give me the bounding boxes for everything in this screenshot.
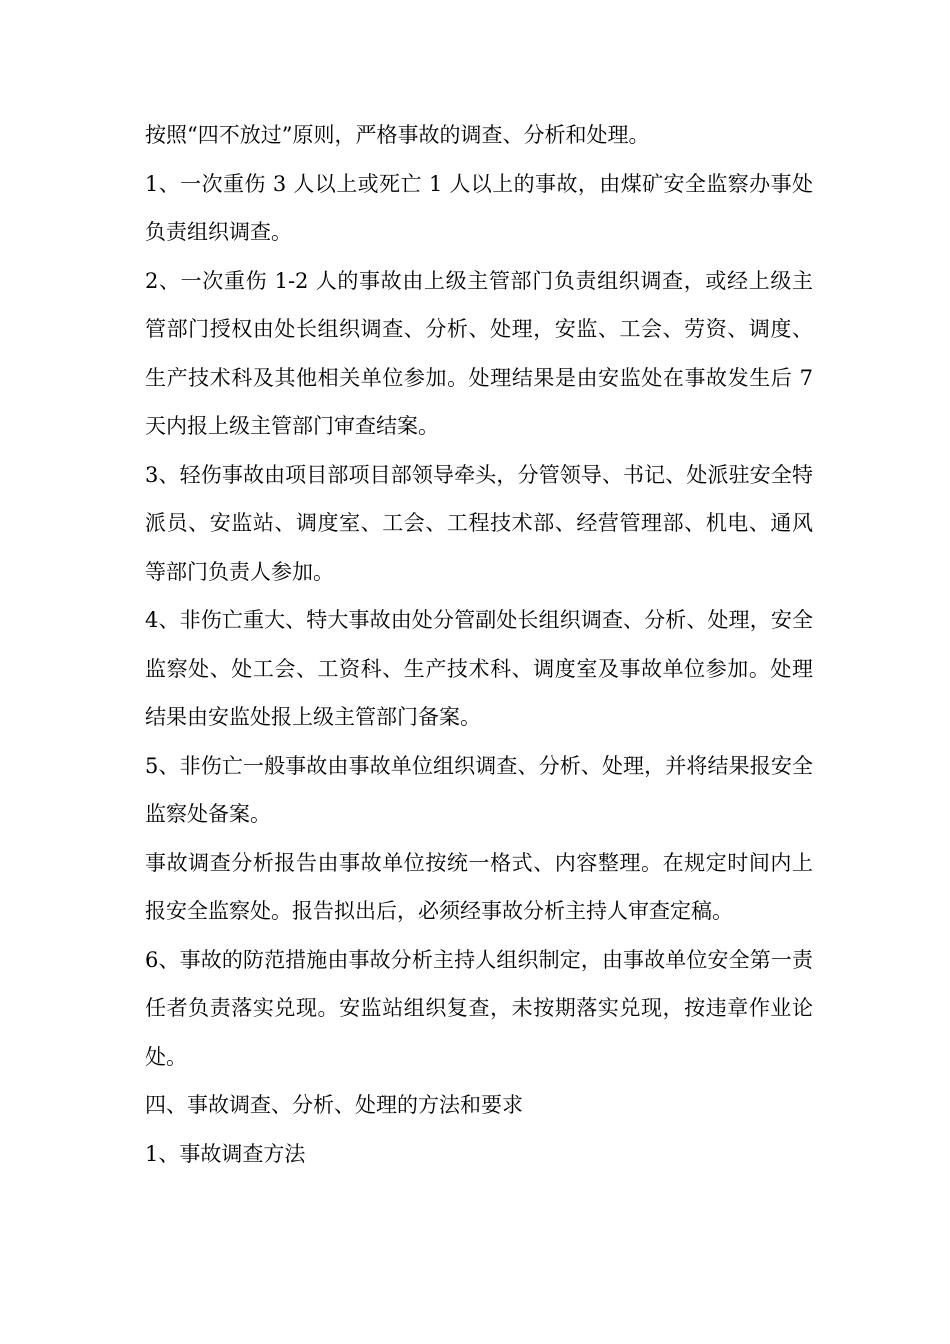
paragraph-principle: 按照“四不放过”原则，严格事故的调查、分析和处理。: [145, 123, 650, 147]
paragraph-item-5: 5、非伤亡一般事故由事故单位组织调查、分析、处理，并将结果报安全监察处备案。: [145, 753, 813, 826]
subsection-heading-1: 1、事故调查方法: [145, 1141, 306, 1166]
paragraph-item-4: 4、非伤亡重大、特大事故由处分管副处长组织调查、分析、处理，安全监察处、处工会、工资科、生产技术科、调度室及事故单位参加。处理结果由安监处报上级主管部门备案。: [145, 608, 813, 729]
paragraph-item-6: 6、事故的防范措施由事故分析主持人组织制定，由事故单位安全第一责任者负责落实兑现。安监站组织复查，未按期落实兑现，按违章作业论处。: [145, 947, 813, 1069]
paragraph-report-format: 事故调查分析报告由事故单位按统一格式、内容整理。在规定时间内上报安全监察处。报告拟出后，必须经事故分析主持人审查定稿。: [145, 850, 813, 923]
section-heading-4: 四、事故调查、分析、处理的方法和要求: [145, 1093, 523, 1117]
paragraph-item-3: 3、轻伤事故由项目部项目部领导牵头，分管领导、书记、处派驻安全特派员、安监站、调度室、工会、工程技术部、经营管理部、机电、通风等部门负责人参加。: [145, 462, 813, 584]
paragraph-item-1: 1、一次重伤 3 人以上或死亡 1 人以上的事故，由煤矿安全监察办事处负责组织调查。: [145, 171, 813, 244]
paragraph-item-2: 2、一次重伤 1-2 人的事故由上级主管部门负责组织调查，或经上级主管部门授权由处长组织调查、分析、处理，安监、工会、劳资、调度、生产技术科及其他相关单位参加。处理结果是由安监处在事故发生后 7 天内报上级主管部门审查结案。: [145, 268, 813, 438]
document-body: [145, 111, 813, 1178]
